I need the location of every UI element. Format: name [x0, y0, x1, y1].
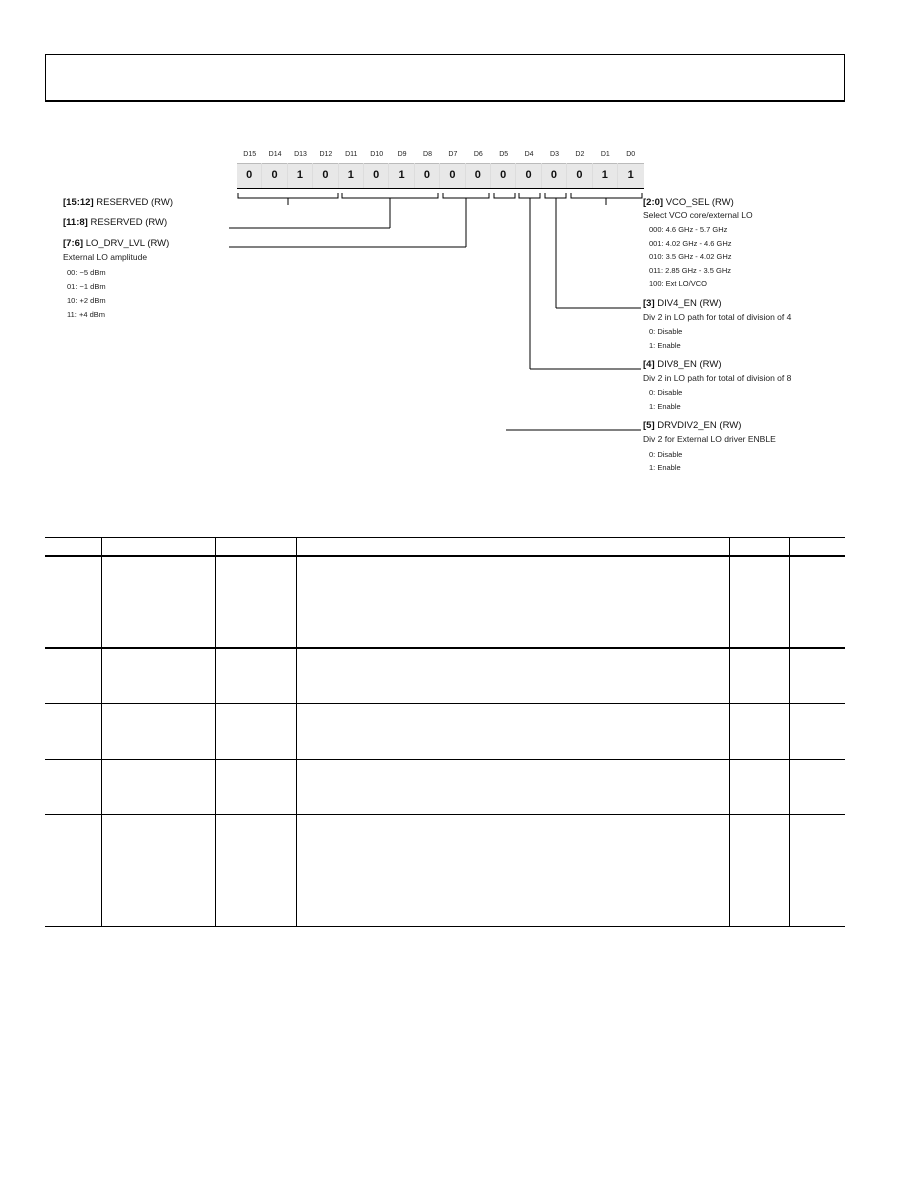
bit-label: D6 [473, 151, 483, 158]
field-2-0-title [643, 197, 734, 208]
bit-value: 1 [288, 163, 313, 188]
field-4-desc: Div 2 in LO path for total of division of 8 [643, 373, 792, 383]
bit-value: 0 [313, 163, 338, 188]
field-5-desc: Div 2 for External LO driver ENBLE [643, 434, 776, 444]
table-col-divider [215, 537, 216, 927]
bit-value: 0 [567, 163, 592, 188]
bit-label: D5 [499, 151, 509, 158]
field-bits: [4] [643, 359, 655, 370]
table-col-divider [101, 537, 102, 927]
field-access: (RW) [699, 359, 722, 370]
bit-value: 0 [516, 163, 541, 188]
table-col-divider [789, 537, 790, 927]
bit-value: 0 [491, 163, 516, 188]
bit-value: 0 [415, 163, 440, 188]
field-7-6-desc: External LO amplitude [63, 252, 148, 262]
field-5-title [643, 420, 741, 431]
field-7-6-option: 11: +4 dBm [67, 310, 106, 319]
field-7-6-option: 10: +2 dBm [67, 296, 106, 305]
bit-value: 1 [627, 169, 634, 181]
field-bits: [3] [643, 298, 655, 309]
field-name: DIV4_EN [657, 298, 697, 309]
field-access: (RW) [699, 298, 722, 309]
bit-label: D9 [397, 151, 407, 158]
field-2-0-option: 010: 3.5 GHz - 4.02 GHz [649, 252, 732, 261]
field-3-desc: Div 2 in LO path for total of division of 4 [643, 312, 792, 322]
field-bits: [15:12] [63, 197, 94, 208]
bit-label: D11 [345, 151, 358, 158]
table-row-rule [45, 814, 845, 815]
field-2-0-option: 000: 4.6 GHz - 5.7 GHz [649, 225, 728, 234]
field-name: RESERVED [90, 217, 143, 228]
field-name: DIV8_EN [657, 359, 697, 370]
field-5-option: 1: Enable [649, 463, 681, 472]
bracket-5 [494, 193, 515, 198]
table-col-divider [296, 537, 297, 927]
table-bottom-rule [45, 926, 845, 927]
bit-label: D0 [626, 151, 636, 158]
bit-value: 1 [339, 163, 364, 188]
field-connector-lines [0, 0, 918, 500]
table-header-rule [45, 555, 845, 557]
table-col-divider [729, 537, 730, 927]
register-bit-diagram [0, 0, 918, 500]
bit-label: D14 [268, 151, 282, 158]
field-4-option: 1: Enable [649, 402, 681, 411]
table-row-rule [45, 647, 845, 649]
bit-label: D7 [448, 151, 458, 158]
field-access: (RW) [151, 197, 173, 208]
field-access: (RW) [147, 238, 170, 249]
field-bits: [5] [643, 420, 655, 431]
field-bits: [2:0] [643, 197, 664, 208]
bracket-4 [519, 193, 540, 369]
bit-label: D4 [524, 151, 534, 158]
field-11-8-title [63, 217, 167, 228]
bit-value: 0 [262, 163, 287, 188]
bit-value: 0 [237, 163, 262, 188]
field-4-title [643, 359, 722, 370]
table-row-rule [45, 759, 845, 760]
field-3-option: 1: Enable [649, 341, 681, 350]
field-access: (RW) [719, 420, 742, 431]
bit-label: D1 [600, 151, 610, 158]
bit-label: D3 [550, 151, 559, 158]
bit-label: D8 [423, 151, 432, 158]
field-3-title [643, 298, 722, 309]
bracket-15-12 [238, 193, 338, 205]
field-2-0-desc: Select VCO core/external LO [643, 210, 753, 220]
bracket-3 [545, 193, 566, 308]
bit-value: 1 [593, 163, 618, 188]
field-bits: [11:8] [63, 217, 88, 228]
table-row-rule [45, 703, 845, 704]
bit-label: D10 [370, 151, 384, 158]
field-5-option: 0: Disable [649, 450, 683, 459]
field-7-6-title [63, 238, 169, 249]
field-name: VCO_SEL [665, 197, 710, 208]
field-2-0-option: 011: 2.85 GHz - 3.5 GHz [649, 266, 731, 275]
field-name: DRVDIV2_EN [657, 420, 717, 431]
field-access: (RW) [145, 217, 168, 228]
field-name: RESERVED [96, 197, 149, 208]
bit-value: 1 [389, 163, 414, 188]
bit-label: D2 [575, 151, 585, 158]
field-4-option: 0: Disable [649, 388, 683, 397]
field-7-6-option: 01: −1 dBm [67, 282, 106, 291]
field-2-0-option: 001: 4.02 GHz - 4.6 GHz [649, 239, 732, 248]
bit-description-table [45, 537, 845, 927]
field-bits: [7:6] [63, 238, 84, 249]
field-access: (RW) [711, 197, 734, 208]
bit-label: D15 [243, 151, 257, 158]
field-15-12-title [63, 197, 173, 208]
bit-label: D12 [319, 151, 333, 158]
table-top-rule [45, 537, 845, 538]
field-7-6-option: 00: −5 dBm [67, 268, 106, 277]
bit-value: 0 [364, 163, 389, 188]
field-name: LO_DRV_LVL [85, 238, 145, 249]
field-2-0-option: 100: Ext LO/VCO [649, 279, 707, 288]
bit-value: 0 [440, 163, 465, 188]
bit-value: 0 [542, 163, 567, 188]
bit-label: D13 [294, 151, 307, 158]
bit-value: 0 [466, 163, 491, 188]
bracket-2-0 [571, 193, 642, 205]
bracket-11-8 [342, 193, 438, 228]
bracket-7-6 [443, 193, 489, 247]
field-3-option: 0: Disable [649, 327, 683, 336]
